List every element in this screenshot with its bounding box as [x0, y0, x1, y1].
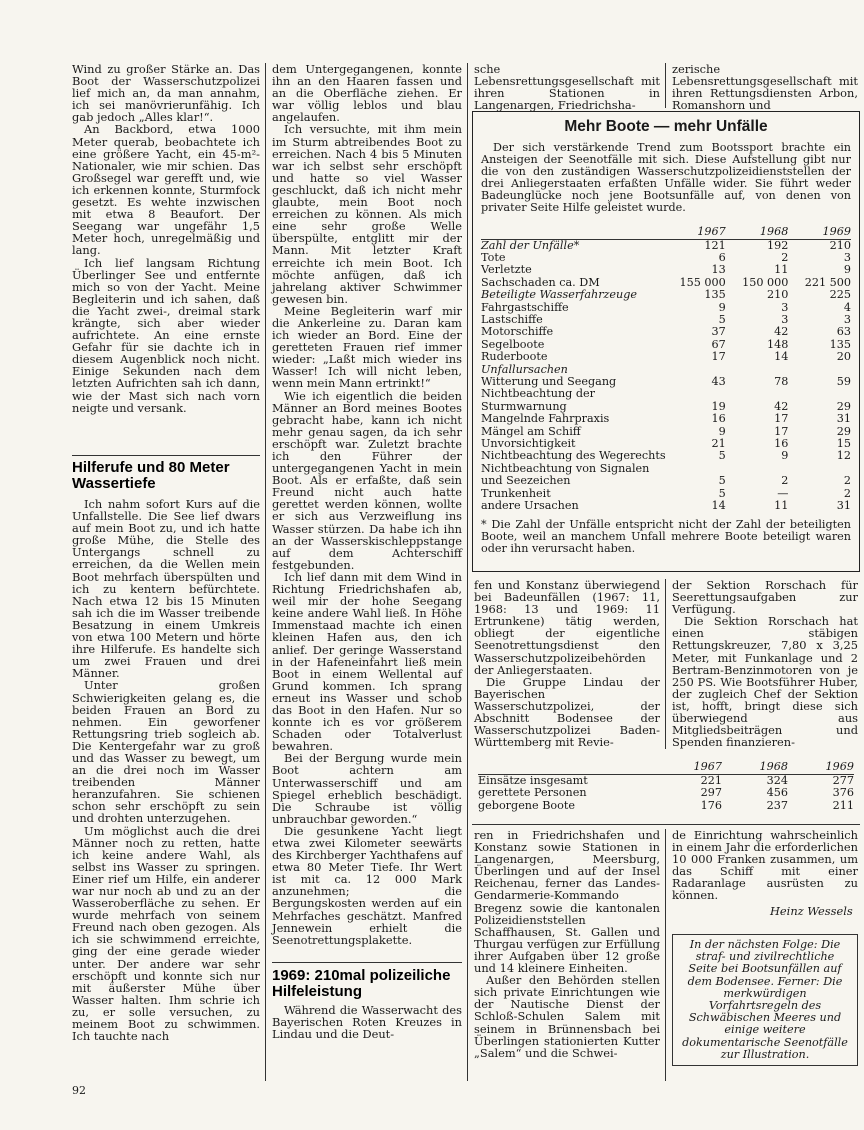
table-cell: 324	[766, 774, 788, 787]
row-label: Beteiligte Wasserfahrzeuge	[481, 288, 638, 302]
row-label: andere Ursachen	[481, 499, 579, 513]
table-cell	[666, 388, 726, 400]
column-rule	[467, 63, 468, 1081]
paragraph: Ich nahm sofort Kurs auf die Unfallstelle. Die See lief dwars auf mein Boot zu, und ich hatte große Mühe, die Stelle des Untergangs schnell zu erreichen, da die Wellen mein Boot mehrfach überspülten und ich zu kentern befürchtete. Nach etwa 12 bis 15 Minuten sah ich die im Wasser treibende Besatzung in einem Umkreis von etwa 100 Metern und hörte ihre Hilferufe. Es handelte sich um zwei Frauen und drei Männer.	[72, 497, 260, 681]
table-cell	[666, 463, 726, 475]
paragraph: ren in Friedrichshafen und Konstanz sowie Stationen in Langenargen, Meersburg, Überlingen und auf der Insel Reichenau, ferner das Landes-Gendarmerie-Kommando Bregenz sowie die kantonalen Polizeidienststellen Schaffhausen, St. Gallen und Thurgau verfügen zur Erfüllung ihrer Aufgaben über 12 große und 14 kleinere Einheiten.	[474, 828, 660, 976]
paragraph: der Sektion Rorschach für Seerettungsaufgaben zur Verfügung.	[672, 578, 858, 617]
row-label: Lastschiffe	[481, 313, 543, 326]
table-cell: 2	[781, 474, 789, 488]
author-name: Heinz Wessels	[770, 904, 853, 918]
year-header: 1967	[658, 760, 722, 775]
table-row	[481, 239, 851, 252]
paragraph: Wind zu großer Stärke an. Das Boot der Wasserschutzpolizei lief mich an, da man annahm, ich sei manövrierunfähig. Ich gab jedoch „Alles klar!“.	[72, 62, 260, 125]
year-header: 1967	[666, 225, 726, 240]
paragraph: de Einrichtung wahrscheinlich in einem Jahr die erforderlichen 10 000 Franken zusammen, um das Schiff mit einer Radaranlage ausrüsten zu können.	[672, 828, 858, 903]
table-cell: 456	[766, 786, 788, 800]
table-row	[481, 326, 851, 338]
row-label: Mangelnde Fahrpraxis	[481, 412, 610, 426]
column-4-top	[672, 63, 858, 111]
table-cell: 14	[711, 499, 726, 513]
row-label: gerettete Personen	[478, 786, 587, 800]
table-cell: 19	[711, 399, 726, 413]
subheading-hilfeleistung: 1969: 210mal polizeiliche Hilfeleistung	[272, 967, 451, 1000]
table-header-blank	[481, 225, 666, 240]
column-3-bottom	[474, 829, 660, 1059]
divider	[72, 455, 260, 456]
column-rule	[265, 63, 266, 1081]
paragraph: Ich versuchte, mit ihm mein im Sturm abtreibendes Boot zu erreichen. Nach 4 bis 5 Minuten war ich selbst sehr erschöpft und hatte so viel Wasser geschluckt, daß ich nicht mehr glaubte, mein Boot noch erreichen zu können. Als mich eine sehr große Welle überspülte, entglitt mir der Mann. Mit letzter Kraft erreichte ich mein Boot. Ich möchte anfügen, daß ich jahrelang aktiver Schwimmer gewesen bin.	[272, 122, 462, 306]
row-label: Mängel am Schiff	[481, 424, 581, 438]
table-cell: 17	[774, 424, 789, 438]
year-header: 1968	[726, 225, 789, 240]
paragraph: Bei der Bergung wurde mein Boot achtern am Unterwasserschiff und am Spiegel erheblich beschädigt. Die Schraube ist völlig unbrauchbar geworden.“	[272, 751, 462, 826]
row-label: Einsätze insgesamt	[478, 774, 588, 787]
statistics-box	[472, 111, 860, 572]
table-cell: 155 000	[679, 275, 726, 289]
row-label: und Seezeichen	[481, 474, 571, 488]
table-cell: 17	[774, 412, 789, 426]
paragraph: Meine Begleiterin warf mir die Ankerleine zu. Daran kam ich wieder an Bord. Eine der geretteten Frauen rief immer wieder: „Laßt mich wieder ins Wasser! Ich will nicht leben, wenn mein Mann ertrinkt!“	[272, 303, 462, 391]
row-label: Nichtbeachtung der	[481, 387, 596, 401]
table-cell: 12	[836, 449, 851, 463]
table-row	[481, 252, 851, 264]
table-row	[481, 289, 851, 301]
table-cell: 20	[836, 350, 851, 364]
table-cell: 6	[718, 250, 726, 264]
table-cell: 42	[774, 399, 789, 413]
table-cell: 42	[774, 325, 789, 339]
table-cell: 3	[843, 313, 851, 326]
table-row	[478, 787, 854, 799]
table-cell: 9	[718, 300, 726, 314]
table-cell: 3	[781, 313, 789, 326]
table-cell: 5	[718, 486, 726, 500]
column-rule	[665, 829, 666, 1081]
paragraph: Wie ich eigentlich die beiden Männer an Bord meines Bootes gebracht habe, kann ich nicht mehr genau sagen, da ich sehr erschöpft war. Zuletzt brachte ich den Führer der untergegangenen Yacht in mein Boot. Als er erfaßte, daß sein Freund nicht auch hatte gerettet werden können, wollte er sich aus Verzweiflung ins Wasser stürzen. Da habe ich ihn an der Wasserskischleppstange auf dem Achterschiff festgebunden.	[272, 388, 462, 572]
year-header: 1969	[788, 760, 854, 775]
paragraph: Unter großen Schwierigkeiten gelang es, die beiden Frauen an Bord zu nehmen. Ein geworfener Rettungsring trieb sogleich ab. Die Kentergefahr war zu groß und das Wasser zu bewegt, um an die drei noch im Wasser treibenden Männer heranzufahren. Sie schienen schon sehr erschöpft zu sein und drohten unterzugehen.	[72, 678, 260, 826]
table-cell	[788, 388, 851, 400]
table-cell: 192	[767, 238, 789, 252]
table-cell: 11	[774, 263, 789, 277]
table-cell: 16	[774, 437, 789, 451]
table-cell: 277	[832, 774, 854, 787]
paragraph: sche Lebensrettungsgesellschaft mit ihren Stationen in Langenargen, Friedrichsha-	[474, 62, 660, 113]
table-row	[481, 450, 851, 462]
table-cell: 9	[781, 449, 789, 463]
table-cell: 225	[829, 288, 851, 302]
table-cell: 9	[843, 263, 851, 277]
paragraph: An Backbord, etwa 1000 Meter querab, beobachtete ich eine größere Yacht, ein 45-m²-Nationaler, wie mir schien. Das Großsegel war gerefft und, wie ich erkennen konnte, Sturmfock gesetzt. Es wehte inzwischen mit etwa 8 Beaufort. Der Seegang war ungefähr 1,5 Meter hoch, unregelmäßig und lang.	[72, 122, 260, 258]
row-label: Tote	[481, 250, 506, 264]
column-2-bottom	[272, 1004, 462, 1040]
paragraph: fen und Konstanz überwiegend bei Badeunfällen (1967: 11, 1968: 13 und 1969: 11 Ertrunkene) tätig werden, obliegt der eigentliche Seenotrettungsdienst den Wasserschutzpolizeibehörden der Anliegerstaaten.	[474, 578, 660, 677]
table-cell: 16	[711, 412, 726, 426]
table-cell: 150 000	[742, 275, 789, 289]
table-cell: 15	[836, 437, 851, 451]
box-intro: Der sich verstärkende Trend zum Bootssport brachte ein Ansteigen der Seenotfälle mit sich. Diese Aufstellung gibt nur die von den zuständigen Wasserschutzpolizeidienststellen der drei Anliegerstaaten erfaßten Unfälle wider. Sie führt weder Badeunglücke noch jene Bootsunfälle auf, von denen von privater Seite Hilfe geleistet wurde.	[481, 141, 851, 215]
box-title: Mehr Boote — mehr Unfälle	[564, 118, 768, 135]
table-row	[481, 475, 851, 487]
paragraph: Um möglichst auch die drei Männer noch zu retten, hatte ich keine andere Wahl, als selbst ins Wasser zu springen. Einer rief um Hilfe, ein anderer war nur noch ab und zu an der Wasseroberfläche zu sehen. Er wurde mehrfach von seinem Freund nach oben gezogen. Als ich sie schwimmend erreichte, ging der eine gerade wieder unter. Der andere war sehr erschöpft und konnte sich nur mit äußerster Mühe über Wasser halten. Ihm schrie ich zu, er solle versuchen, zu meinem Boot zu schwimmen. Ich tauchte nach	[72, 823, 260, 1044]
table-cell: 210	[829, 238, 851, 252]
paragraph: Ich lief dann mit dem Wind in Richtung Friedrichshafen ab, weil mir der hohe Seegang keine andere Wahl ließ. In Höhe Immenstaad machte ich einen kleinen Hafen aus, den ich anlief. Der geringe Wasserstand in der Hafeneinfahrt ließ mein Boot in einem Wellental auf Grund kommen. Ich sprang erneut ins Wasser und schob das Boot in den Hafen. Nur so konnte ich es vor größerem Schaden oder Totalverlust bewahren.	[272, 569, 462, 754]
table-cell: 221	[700, 774, 722, 787]
subheading-hilferufe: Hilferufe und 80 Meter Wassertiefe	[72, 459, 230, 492]
row-label: Motorschiffe	[481, 325, 554, 339]
table-row	[481, 264, 851, 276]
table-cell	[788, 463, 851, 475]
table-cell: 67	[711, 337, 726, 351]
table-cell: 148	[767, 337, 789, 351]
row-label: Sturmwarnung	[481, 399, 567, 413]
table-cell: 59	[836, 375, 851, 389]
next-issue-preview: In der nächsten Folge: Die straf- und zivilrechtliche Seite bei Bootsunfällen auf dem Bodensee. Ferner: Die merkwürdigen Vorfahrtsregeln des Schwäbischen Meeres und einige weitere dokumentarische Seenotfälle zur Illustration.	[672, 934, 858, 1066]
table-cell: 3	[781, 300, 789, 314]
table-cell: 43	[711, 375, 726, 389]
paragraph: Die Sektion Rorschach hat einen stäbigen Rettungskreuzer, 7,80 x 3,25 Meter, mit Funkanlage und 2 Bertram-Benzinmotoren von je 250 PS. Wie Bootsführer Huber, der zugleich Chef der Sektion ist, hofft, bringt diese sich überwiegend aus Mitgliedsbeiträgen und Spenden finanzieren-	[672, 614, 858, 750]
paragraph: Während die Wasserwacht des Bayerischen Roten Kreuzes in Lindau und die Deut-	[272, 1003, 462, 1042]
column-rule	[665, 579, 666, 749]
table-cell: 176	[700, 798, 722, 812]
table-cell: 37	[711, 325, 726, 339]
row-label: Segelboote	[481, 337, 545, 351]
table-cell	[726, 388, 789, 400]
paragraph: Die gesunkene Yacht liegt etwa zwei Kilometer seewärts des Kirchberger Yachthafens auf etwa 80 Meter Tiefe. Ihr Wert ist mit ca. 12 000 Mark anzunehmen; die Bergungskosten werden auf ein Mehrfaches geschätzt. Manfred Jennewein erhielt die Seenotrettungsplakette.	[272, 823, 462, 947]
table-cell: 237	[766, 798, 788, 812]
row-label: Trunkenheit	[481, 486, 551, 500]
table-cell: 29	[836, 399, 851, 413]
table-cell: 210	[767, 288, 789, 302]
table-cell: 31	[836, 499, 851, 513]
table-cell: 221 500	[804, 275, 851, 289]
table-row	[481, 351, 851, 363]
column-1-bottom	[72, 498, 260, 1042]
row-label: Verletzte	[481, 263, 532, 277]
column-4-bottom	[672, 829, 858, 902]
table-row	[478, 800, 854, 812]
table-cell: 2	[781, 250, 789, 264]
table-cell: 211	[832, 798, 854, 812]
row-label: Ruderboote	[481, 350, 548, 364]
table-cell: 3	[843, 250, 851, 264]
accident-table	[481, 225, 851, 513]
page-number: 92	[72, 1084, 86, 1097]
row-label: Nichtbeachtung des Wegerechts	[481, 449, 666, 463]
table-cell: 2	[843, 486, 851, 500]
column-3-middle	[474, 579, 660, 748]
divider	[272, 962, 462, 963]
table-cell: 2	[843, 474, 851, 488]
table-header-blank	[478, 760, 658, 775]
row-label: Nichtbeachtung von Signalen	[481, 461, 650, 475]
table-cell: 376	[832, 786, 854, 800]
table-cell: 78	[774, 375, 789, 389]
table-cell: 5	[718, 449, 726, 463]
year-header: 1969	[788, 225, 851, 240]
paragraph: dem Untergegangenen, konnte ihn an den Haaren fassen und an die Oberfläche ziehen. Er war völlig leblos und blau angelaufen.	[272, 62, 462, 125]
table-cell: —	[777, 486, 789, 500]
row-label: Sachschaden ca. DM	[481, 275, 600, 289]
table-cell: 121	[704, 238, 726, 252]
paragraph: zerische Lebensrettungsgesellschaft mit ihren Rettungsdiensten Arbon, Romanshorn und	[672, 62, 858, 113]
table-cell: 4	[843, 300, 851, 314]
table-cell: 5	[718, 474, 726, 488]
table-row	[481, 413, 851, 425]
row-label: Zahl der Unfälle*	[481, 238, 580, 252]
table-row	[481, 388, 851, 400]
table-cell: 14	[774, 350, 789, 364]
table-cell: 11	[774, 499, 789, 513]
column-2-top	[272, 63, 462, 946]
box-footnote: * Die Zahl der Unfälle entspricht nicht der Zahl der beteiligten Boote, weil an manchem Unfall mehrere Boote beteiligt waren oder ihn verursacht haben.	[481, 517, 851, 555]
table-cell: 17	[711, 350, 726, 364]
table-cell	[726, 463, 789, 475]
rescue-table	[478, 760, 854, 812]
table-cell: 13	[711, 263, 726, 277]
paragraph: Ich lief langsam Richtung Überlinger See und entfernte mich so von der Yacht. Meine Begleiterin und ich sahen, daß die Yacht zwei-, dreimal stark krängte, sich aber wieder aufrichtete. An eine ernste Gefahr für sie dachte ich in diesem Augenblick noch nicht. Einige Sekunden nach dem letzten Aufrichten sah ich dann, wie der Mast sich nach vorn neigte und versank.	[72, 255, 260, 415]
table-cell: 5	[718, 313, 726, 326]
paragraph: Die Gruppe Lindau der Bayerischen Wasserschutzpolizei, der Abschnitt Bodensee der Wasserschutzpolizei Baden-Württemberg mit Revie-	[474, 674, 660, 750]
row-label: Fahrgastschiffe	[481, 300, 569, 314]
row-label: geborgene Boote	[478, 798, 576, 812]
column-rule	[665, 63, 666, 108]
table-cell: 63	[836, 325, 851, 339]
table-cell: 135	[704, 288, 726, 302]
table-cell: 9	[718, 424, 726, 438]
divider	[472, 824, 860, 825]
paragraph: Außer den Behörden stellen sich private Einrichtungen wie der Nautische Dienst der Schloß-Schulen Salem mit seinem in Brünnensbach bei Überlingen stationierten Kutter „Salem“ und die Schwei-	[474, 973, 660, 1060]
year-header: 1968	[722, 760, 788, 775]
column-1-top	[72, 63, 260, 414]
table-cell: 29	[836, 424, 851, 438]
row-label: Witterung und Seegang	[481, 375, 617, 389]
row-label: Unfallursachen	[481, 362, 568, 376]
table-cell: 297	[700, 786, 722, 800]
row-label: Unvorsichtigkeit	[481, 437, 576, 451]
column-4-middle	[672, 579, 858, 748]
table-row	[481, 500, 851, 512]
table-cell: 135	[829, 337, 851, 351]
table-cell: 21	[711, 437, 726, 451]
table-cell: 31	[836, 412, 851, 426]
column-3-top	[474, 63, 660, 111]
